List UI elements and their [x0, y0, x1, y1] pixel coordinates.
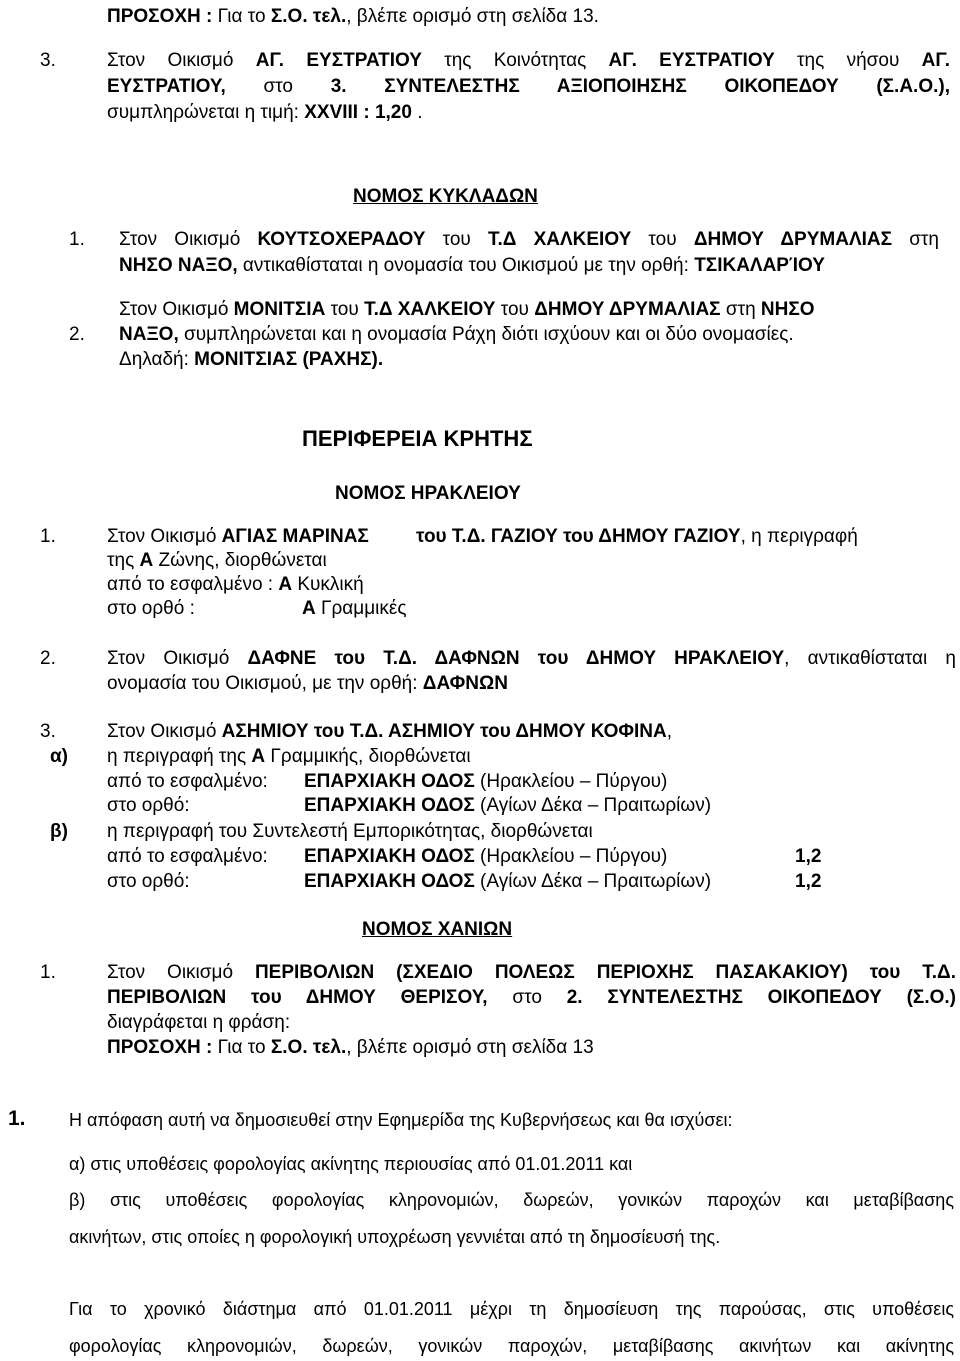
text-segment: ΤΣΙΚΑΛΑΡΊΟΥ: [694, 255, 825, 276]
heraklion-item2-line2: [107, 672, 508, 696]
heraklion-item1-line1-end: [416, 525, 956, 549]
item3-line2: [107, 75, 950, 99]
text-segment: ονομασία του Οικισμού, με την ορθή:: [107, 673, 423, 694]
text-segment: Στον Οικισμό: [107, 526, 222, 547]
text-segment: ΝΑΞΟ,: [119, 324, 179, 345]
text-segment: ΔΗΜΟΥ ΔΡΥΜΑΛΙΑΣ: [693, 229, 893, 250]
section-heading-chania: ΝΟΜΟΣ ΧΑΝΙΩΝ: [362, 919, 513, 940]
text-segment: 2. ΣΥΝΤΕΛΕΣΤΗΣ ΟΙΚΟΠΕΔΟΥ (Σ.Ο.): [566, 987, 956, 1008]
text-segment: Στον Οικισμό: [107, 721, 222, 742]
text-segment: , βλέπε ορισμό στη σελίδα 13: [346, 1037, 594, 1058]
text-segment: Γραμμικές: [315, 598, 407, 619]
item3-line1: [107, 49, 950, 73]
subitem-label-b: β): [50, 821, 68, 842]
text-segment: 3. ΣΥΝΤΕΛΕΣΤΗΣ ΑΞΙΟΠΟΙΗΣΗΣ ΟΙΚΟΠΕΔΟΥ (Σ.Α.Ο.),: [330, 76, 950, 97]
text-segment: , η περιγραφή: [740, 526, 858, 547]
kyklades-item2-line2: [119, 323, 794, 347]
text-segment: Δηλαδή:: [119, 349, 195, 370]
text-segment: του Τ.Δ.: [416, 526, 486, 547]
text-segment: ΑΓ. ΕΥΣΤΡΑΤΙΟΥ: [255, 50, 422, 71]
text-segment: Στον Οικισμό: [107, 962, 255, 983]
text-segment: ΜΟΝΙΤΣΙΑ: [233, 299, 326, 320]
heraklion-item3a-line1: [107, 745, 471, 769]
text-segment: στη: [720, 299, 761, 320]
region-heading: ΠΕΡΙΦΕΡΕΙΑ ΚΡΗΤΗΣ: [302, 426, 533, 451]
notice-text: Για το: [217, 6, 271, 27]
text-segment: ΓΑΖΙΟΥ: [485, 526, 564, 547]
heraklion-item3a-line3-value: [304, 794, 711, 818]
text-segment: της: [107, 550, 140, 571]
text-segment: αντικαθίσταται η ονομασία του Οικισμού με την ορθή:: [237, 255, 695, 276]
heraklion-item3a-line2-label: από το εσφαλμένο:: [107, 771, 268, 792]
text-segment: Ζώνης, διορθώνεται: [153, 550, 327, 571]
text-segment: Στον Οικισμό: [107, 648, 248, 669]
item-number: 3.: [40, 721, 56, 742]
item-number: 2.: [69, 324, 85, 345]
heraklion-item3b-line2-label: από το εσφαλμένο:: [107, 846, 268, 867]
heraklion-item1-line4-label: στο ορθό :: [107, 598, 195, 619]
text-segment: Α: [251, 746, 266, 767]
text-segment: ΑΣΗΜΙΟΥ του Τ.Δ. ΑΣΗΜΙΟΥ του ΔΗΜΟΥ ΚΟΦΙΝΑ: [221, 721, 667, 742]
text-segment: Γραμμικής, διορθώνεται: [265, 746, 471, 767]
text-segment: Στον Οικισμό: [119, 229, 258, 250]
text-segment: από το εσφαλμένο :: [107, 574, 279, 595]
chania-item1-line2: [107, 986, 956, 1010]
heraklion-item3b-line3-coef: 1,2: [795, 871, 822, 892]
item3-line3: [107, 101, 423, 125]
heraklion-item3b-line1: η περιγραφή του Συντελεστή Εμπορικότητας, διορθώνεται: [107, 821, 593, 842]
kyklades-item2-line1: [119, 298, 815, 322]
kyklades-item1-line1: [119, 228, 939, 252]
text-segment: στο: [487, 987, 567, 1008]
text-segment: Στον Οικισμό: [119, 299, 234, 320]
text-segment: (Ηρακλείου – Πύργου): [474, 846, 668, 867]
text-segment: ΔΑΦΝΕ του Τ.Δ. ΔΑΦΝΩΝ του ΔΗΜΟΥ ΗΡΑΚΛΕΙΟΥ: [247, 648, 785, 669]
text-segment: του: [563, 526, 594, 547]
section-heading-kyklades: ΝΟΜΟΣ ΚΥΚΛΑΔΩΝ: [353, 186, 538, 207]
heraklion-item3b-line3-value: [304, 870, 711, 894]
subitem-label-a: α): [50, 746, 69, 767]
item-number: 1.: [69, 229, 85, 250]
decision-paragraph-line1: Για το χρονικό διάστημα από 01.01.2011 μέχρι τη δημοσίευση της παρούσας, στις υποθέσεις: [69, 1299, 954, 1319]
item-number: 3.: [40, 50, 56, 71]
text-segment: στο: [225, 76, 331, 97]
decision-text: Η απόφαση αυτή να δημοσιευθεί στην Εφημερίδα της Κυβερνήσεως και θα ισχύσει:: [69, 1110, 733, 1130]
heraklion-item3-line1: [107, 720, 672, 744]
text-segment: ΔΗΜΟΥ ΔΡΥΜΑΛΙΑΣ: [534, 299, 721, 320]
decision-number: 1.: [8, 1107, 26, 1130]
text-segment: ΠΕΡΙΒΟΛΙΩΝ του ΔΗΜΟΥ ΘΕΡΙΣΟΥ,: [107, 987, 488, 1008]
text-segment: Τ.Δ ΧΑΛΚΕΙΟΥ: [487, 229, 632, 250]
decision-a: α) στις υποθέσεις φορολογίας ακίνητης περιουσίας από 01.01.2011 και: [69, 1154, 633, 1174]
text-segment: ΔΑΦΝΩΝ: [422, 673, 508, 694]
text-segment: Κυκλική: [292, 574, 364, 595]
chania-item1-line3: διαγράφεται η φράση:: [107, 1012, 291, 1033]
text-segment: ,: [666, 721, 672, 742]
text-segment: ΚΟΥΤΣΟΧΕΡΑΔΟΥ: [257, 229, 426, 250]
text-segment: του: [631, 229, 694, 250]
text-segment: ΕΥΣΤΡΑΤΙΟΥ,: [107, 76, 226, 97]
text-segment: στη: [892, 229, 939, 250]
text-segment: του: [495, 299, 535, 320]
heraklion-item3b-line2-value: [304, 845, 667, 869]
heraklion-item1-line1: [107, 525, 369, 549]
heraklion-item2-line1: [107, 647, 956, 671]
decision-b-line1: β) στις υποθέσεις φορολογίας κληρονομιών, δωρεών, γονικών παροχών και μεταβίβασης: [69, 1190, 954, 1210]
heraklion-item3a-line2-value: [304, 770, 667, 794]
text-segment: της Κοινότητας: [421, 50, 609, 71]
section-heading-heraklion: ΝΟΜΟΣ ΗΡΑΚΛΕΙΟΥ: [335, 483, 521, 504]
text-segment: Α: [278, 574, 293, 595]
text-segment: (Αγίων Δέκα – Πραιτωρίων): [474, 795, 712, 816]
text-segment: συμπληρώνεται η τιμή:: [107, 102, 305, 123]
heraklion-item3b-line2-coef: 1,2: [795, 846, 822, 867]
heraklion-item3b-line3-label: στο ορθό:: [107, 871, 190, 892]
decision-paragraph-line2: φορολογίας κληρονομιών, δωρεών, γονικών παροχών, μεταβίβασης ακινήτων και ακίνητης: [69, 1336, 954, 1356]
text-segment: XXVIII : 1,20: [304, 102, 412, 123]
chania-item1-line4: [107, 1036, 594, 1060]
text-segment: της νήσου: [774, 50, 922, 71]
text-segment: (Αγίων Δέκα – Πραιτωρίων): [474, 871, 712, 892]
notice-bold: Σ.Ο. τελ.: [270, 6, 347, 27]
text-segment: Α: [139, 550, 154, 571]
heraklion-item3a-line3-label: στο ορθό:: [107, 795, 190, 816]
notice-label: ΠΡΟΣΟΧΗ :: [107, 6, 218, 27]
text-segment: Στον Οικισμό: [107, 50, 256, 71]
text-segment: ΝΗΣΟ ΝΑΞΟ,: [119, 255, 238, 276]
item-number: 1.: [40, 962, 56, 983]
text-segment: ΕΠΑΡΧΙΑΚΗ ΟΔΟΣ: [304, 771, 475, 792]
text-segment: ΠΡΟΣΟΧΗ :: [107, 1037, 218, 1058]
text-segment: ΕΠΑΡΧΙΑΚΗ ΟΔΟΣ: [304, 871, 475, 892]
decision-b-line2: ακινήτων, στις οποίες η φορολογική υποχρέωση γεννιέται από τη δημοσίευσή της.: [69, 1227, 721, 1247]
text-segment: του: [325, 299, 365, 320]
item-number: 2.: [40, 648, 56, 669]
text-segment: ΠΕΡΙΒΟΛΙΩΝ (ΣΧΕΔΙΟ ΠΟΛΕΩΣ ΠΕΡΙΟΧΗΣ ΠΑΣΑΚΑΚΙΟΥ) του Τ.Δ.: [254, 962, 956, 983]
chania-item1-line1: [107, 961, 956, 985]
text-segment: ΜΟΝΙΤΣΙΑΣ (ΡΑΧΗΣ).: [194, 349, 384, 370]
heraklion-item1-line2: [107, 549, 327, 573]
notice-text-end: , βλέπε ορισμό στη σελίδα 13.: [346, 6, 599, 27]
text-segment: ΑΓΙΑΣ ΜΑΡΙΝΑΣ: [221, 526, 369, 547]
text-segment: ΕΠΑΡΧΙΑΚΗ ΟΔΟΣ: [304, 795, 475, 816]
text-segment: του: [425, 229, 488, 250]
text-segment: συμπληρώνεται και η ονομασία Ράχη διότι ισχύουν και οι δύο ονομασίες.: [178, 324, 794, 345]
text-segment: ΔΗΜΟΥ ΓΑΖΙΟΥ: [593, 526, 741, 547]
kyklades-item1-line2: [119, 254, 825, 278]
heraklion-item1-line4-value: [302, 597, 407, 621]
text-segment: ΕΠΑΡΧΙΑΚΗ ΟΔΟΣ: [304, 846, 475, 867]
text-segment: Τ.Δ ΧΑΛΚΕΙΟΥ: [364, 299, 496, 320]
text-segment: .: [411, 102, 423, 123]
text-segment: ΑΓ.: [921, 50, 950, 71]
item-number: 1.: [40, 526, 56, 547]
text-segment: Σ.Ο. τελ.: [270, 1037, 347, 1058]
text-segment: ΑΓ. ΕΥΣΤΡΑΤΙΟΥ: [608, 50, 775, 71]
text-segment: (Ηρακλείου – Πύργου): [474, 771, 668, 792]
text-segment: ΝΗΣΟ: [760, 299, 815, 320]
text-segment: , αντικαθίσταται η: [784, 648, 956, 669]
text-segment: Για το: [217, 1037, 271, 1058]
text-segment: Α: [302, 598, 316, 619]
kyklades-item2-line3: [119, 348, 383, 372]
heraklion-item1-line3: [107, 573, 364, 597]
notice-line: [107, 5, 599, 29]
text-segment: η περιγραφή της: [107, 746, 252, 767]
